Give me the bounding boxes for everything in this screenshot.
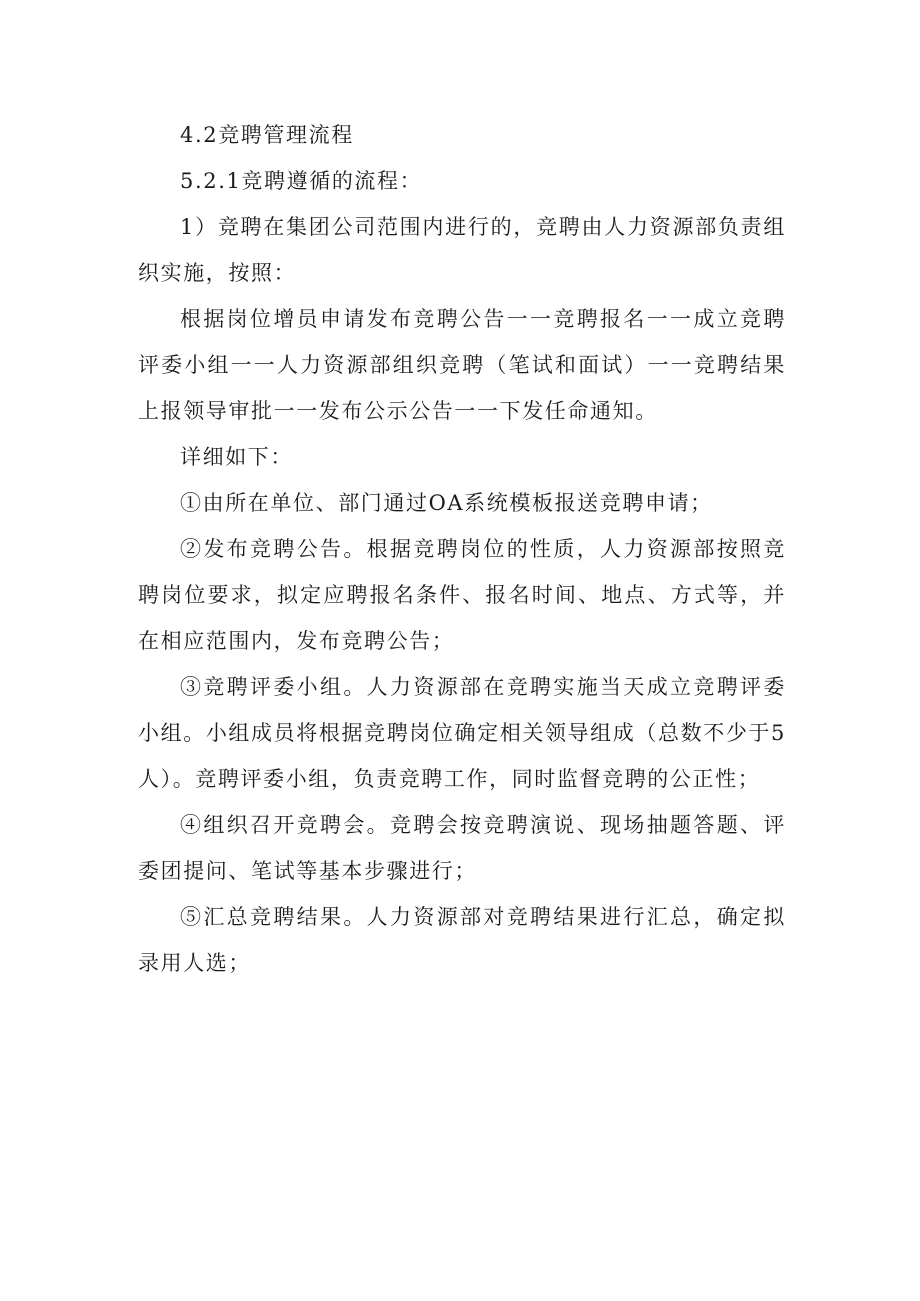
subsection-heading-5-2-1: 5.2.1竞聘遵循的流程： [180, 169, 423, 193]
paragraph-process-flow: 根据岗位增员申请发布竞聘公告一一竞聘报名一一成立竞聘评委小组一一人力资源部组织竞聘（笔试和面试）一一竞聘结果上报领导审批一一发布公示公告一一下发任命通知。 [138, 307, 786, 423]
document-body [138, 112, 786, 986]
paragraph-step-2: ②发布竞聘公告。根据竞聘岗位的性质，人力资源部按照竞聘岗位要求，拟定应聘报名条件、报名时间、地点、方式等，并在相应范围内，发布竞聘公告； [138, 537, 786, 653]
paragraph-details-intro: 详细如下： [180, 445, 293, 469]
section-heading-4-2: 4.2竞聘管理流程 [180, 123, 354, 147]
paragraph-step-3: ③竞聘评委小组。人力资源部在竞聘实施当天成立竞聘评委小组。小组成员将根据竞聘岗位确定相关领导组成（总数不少于5人）。竞聘评委小组，负责竞聘工作，同时监督竞聘的公正性； [138, 675, 786, 791]
paragraph-item-1: 1）竞聘在集团公司范围内进行的，竞聘由人力资源部负责组织实施，按照： [138, 215, 786, 285]
paragraph-step-4: ④组织召开竞聘会。竞聘会按竞聘演说、现场抽题答题、评委团提问、笔试等基本步骤进行； [138, 813, 786, 883]
paragraph-step-5: ⑤汇总竞聘结果。人力资源部对竞聘结果进行汇总，确定拟录用人选； [138, 905, 786, 975]
paragraph-step-1: ①由所在单位、部门通过OA系统模板报送竞聘申请； [180, 491, 713, 515]
